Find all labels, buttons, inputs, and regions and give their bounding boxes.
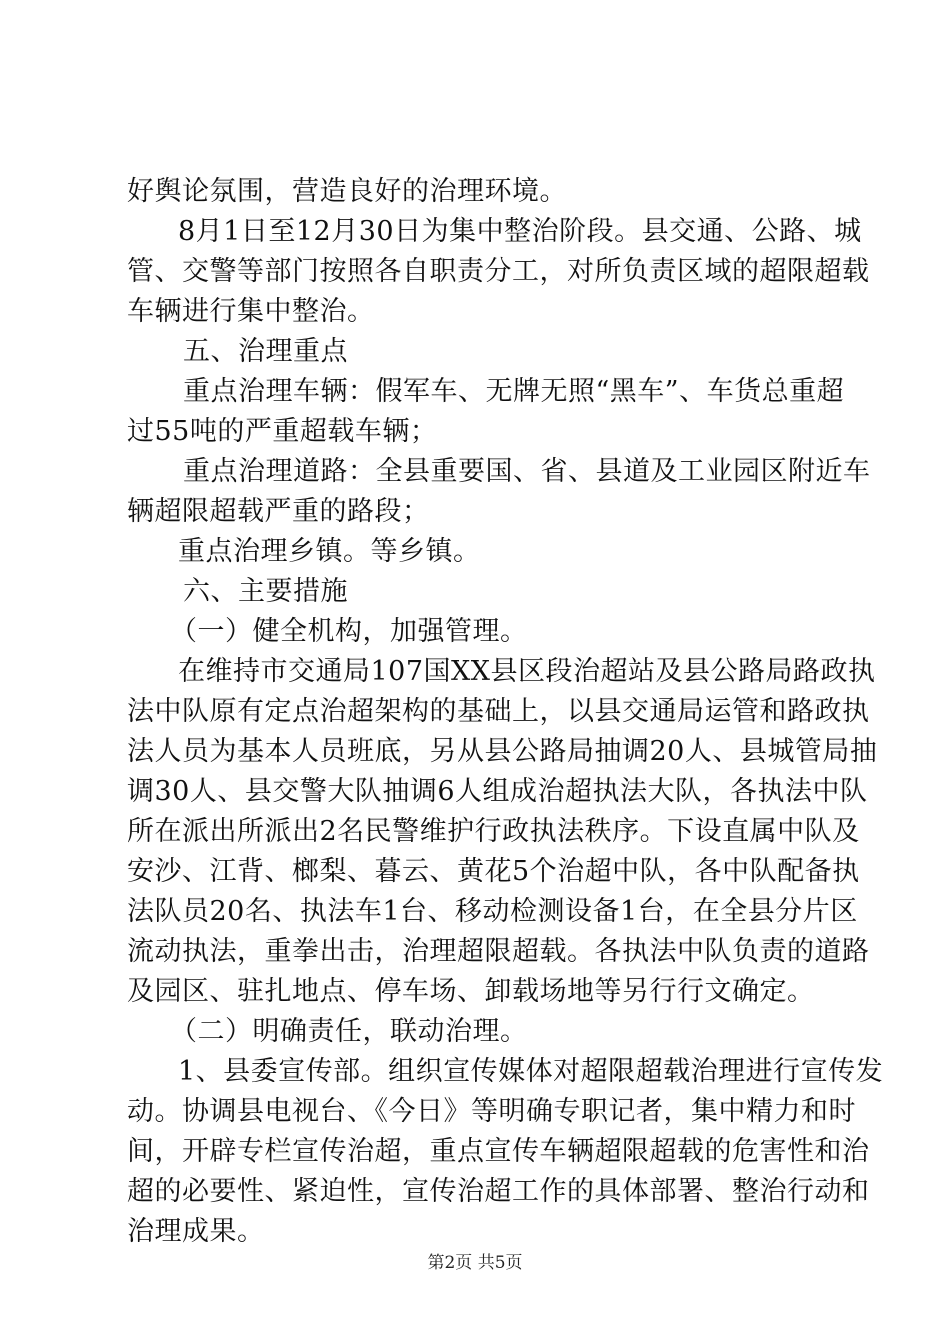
text-line: 重点治理道路：全县重要国、省、县道及工业园区附近车 [183, 456, 871, 487]
text-line: 辆超限超载严重的路段； [127, 496, 430, 527]
text-line: 过55吨的严重超载车辆； [127, 416, 438, 447]
text-line: 重点治理乡镇。等乡镇。 [178, 536, 481, 567]
text-line: 所在派出所派出2名民警维护行政执法秩序。下设直属中队及 [127, 816, 860, 847]
text-line: 管、交警等部门按照各自职责分工，对所负责区域的超限超载 [127, 256, 870, 287]
text-line: 超的必要性、紧迫性，宣传治超工作的具体部署、整治行动和 [127, 1176, 870, 1207]
text-line: 法人员为基本人员班底，另从县公路局抽调20人、县城管局抽 [127, 736, 878, 767]
text-line: 1、县委宣传部。组织宣传媒体对超限超载治理进行宣传发 [178, 1056, 884, 1087]
text-line: 流动执法，重拳出击，治理超限超载。各执法中队负责的道路 [127, 936, 870, 967]
text-line: 调30人、县交警大队抽调6人组成治超执法大队，各执法中队 [127, 776, 868, 807]
text-line: 车辆进行集中整治。 [127, 296, 375, 327]
subsection-heading: （二）明确责任，联动治理。 [170, 1016, 528, 1047]
section-heading: 六、主要措施 [183, 576, 348, 607]
text-line: 8月1日至12月30日为集中整治阶段。县交通、公路、城 [178, 216, 862, 247]
section-heading: 五、治理重点 [183, 336, 348, 367]
text-line: 在维持市交通局107国XX县区段治超站及县公路局路政执 [178, 656, 876, 687]
text-line: 及园区、驻扎地点、停车场、卸载场地等另行行文确定。 [127, 976, 815, 1007]
text-line: 重点治理车辆：假军车、无牌无照“黑车”、车货总重超 [183, 376, 845, 407]
subsection-heading: （一）健全机构，加强管理。 [170, 616, 528, 647]
text-line: 法中队原有定点治超架构的基础上，以县交通局运管和路政执 [127, 696, 870, 727]
text-line: 法队员20名、执法车1台、移动检测设备1台，在全县分片区 [127, 896, 858, 927]
page-footer: 第2页 共5页 [427, 1253, 523, 1273]
text-line: 治理成果。 [127, 1216, 265, 1247]
text-line: 安沙、江背、榔梨、暮云、黄花5个治超中队，各中队配备执 [127, 856, 860, 887]
text-line: 好舆论氛围，营造良好的治理环境。 [127, 176, 567, 207]
text-line: 间，开辟专栏宣传治超，重点宣传车辆超限超载的危害性和治 [127, 1136, 870, 1167]
text-line: 动。协调县电视台、《今日》等明确专职记者，集中精力和时 [127, 1096, 856, 1127]
